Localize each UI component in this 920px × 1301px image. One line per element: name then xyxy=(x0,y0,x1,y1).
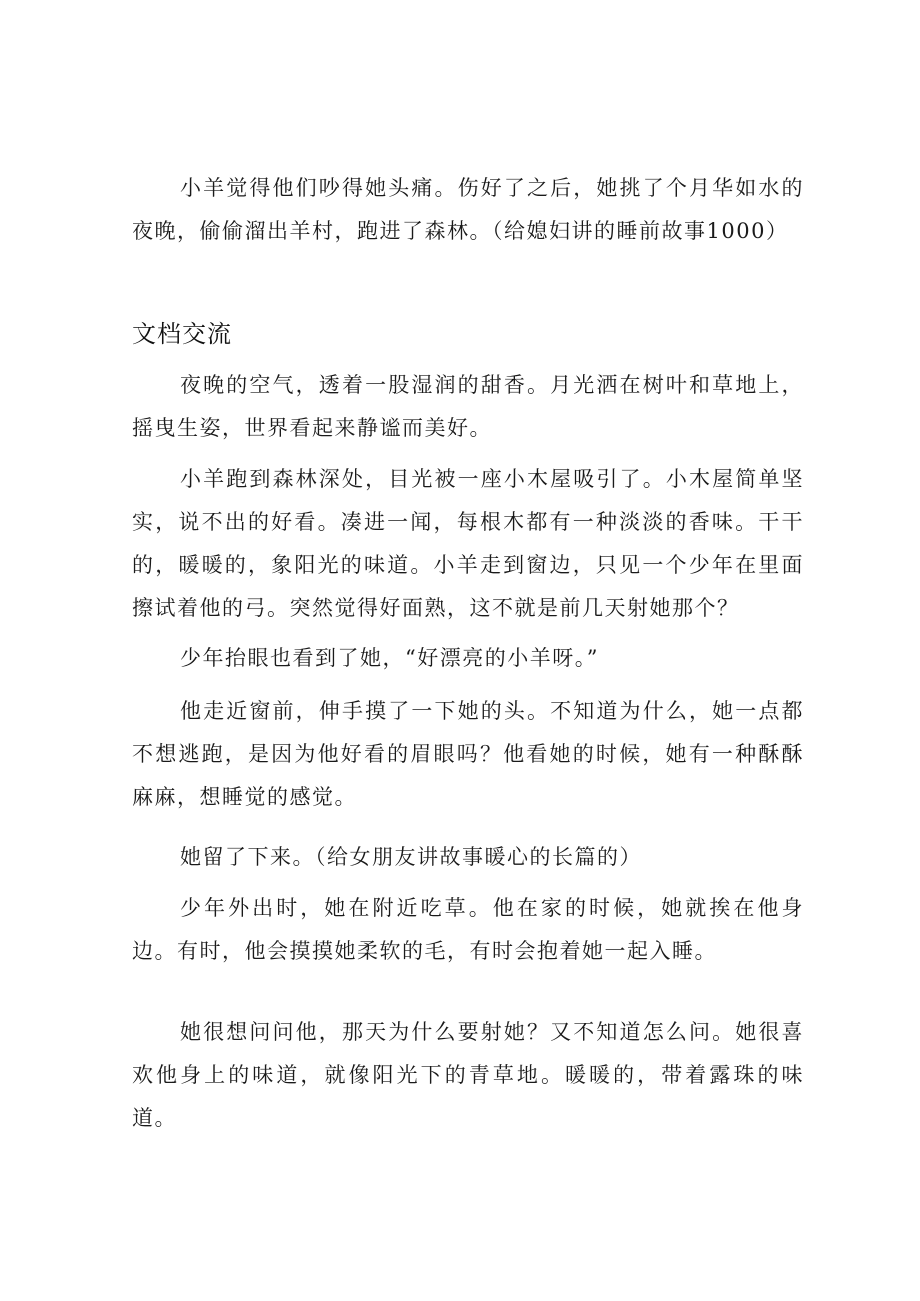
paragraph-cabin: 小羊跑到森林深处，目光被一座小木屋吸引了。小木屋简单坚实，说不出的好看。凑进一闻，每根木都有一种淡淡的香味。干干的，暖暖的，象阳光的味道。小羊走到窗边，只见一个少年在里面擦试着他的弓。突然觉得好面熟，这不就是前几天射她那个？ xyxy=(132,467,804,620)
section-heading: 文档交流 xyxy=(132,320,232,348)
paragraph-stayed: 她留了下来。（给女朋友讲故事暖心的长篇的） xyxy=(180,845,642,869)
paragraph-night-air: 夜晚的空气，透着一股湿润的甜香。月光洒在树叶和草地上，摇曳生姿，世界看起来静谧而美好。 xyxy=(132,373,804,440)
intro-paragraph: 小羊觉得他们吵得她头痛。伤好了之后，她挑了个月华如水的夜晚，偷偷溜出羊村，跑进了森林。（给媳妇讲的睡前故事1000） xyxy=(132,176,804,243)
paragraph-boy-sees: 少年抬眼也看到了她，“好漂亮的小羊呀。” xyxy=(180,646,599,670)
paragraph-daily-life: 少年外出时，她在附近吃草。他在家的时候，她就挨在他身边。有时，他会摸摸她柔软的毛，有时会抱着她一起入睡。 xyxy=(132,896,804,963)
paragraph-question: 她很想问问他，那天为什么要射她？又不知道怎么问。她很喜欢他身上的味道，就像阳光下的青草地。暖暖的，带着露珠的味道。 xyxy=(132,1020,804,1130)
paragraph-window: 他走近窗前，伸手摸了一下她的头。不知道为什么，她一点都不想逃跑，是因为他好看的眉眼吗？他看她的时候，她有一种酥酥麻麻，想睡觉的感觉。 xyxy=(132,699,804,809)
